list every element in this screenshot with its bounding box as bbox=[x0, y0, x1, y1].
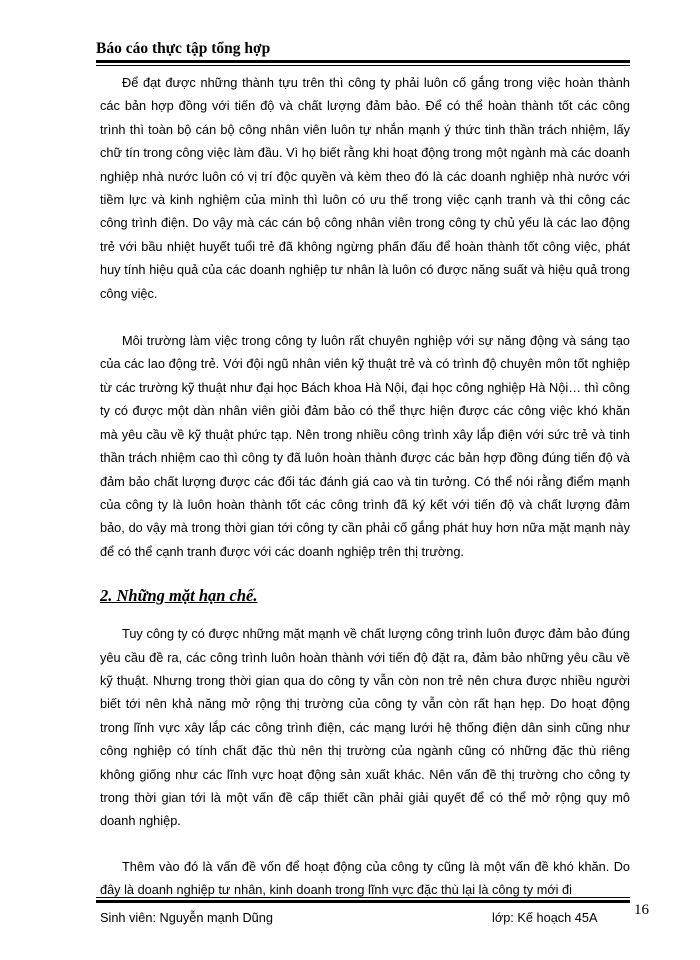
body-paragraph: Môi trường làm việc trong công ty luôn rất chuyên nghiệp với sự năng động và sáng tạo của các lao động trẻ. Với đội ngũ nhân viên kỹ thuật trẻ và có trình độ chuyên môn tốt nghiệp từ các trường kỹ thuật như đại học Bách khoa Hà Nội, đại học công nghiệp Hà Nội… thì công ty có được một dàn nhân viên giỏi đảm bảo có thể thực hiện được các công việc khó khăn mà yêu cầu về kỹ thuật phức tạp. Nên trong nhiều công trình xây lắp điện với sức trẻ và tinh thần trách nhiệm cao thì công ty đã luôn hoàn thành được các bản hợp đồng đúng tiến độ và đảm bảo chất lượng được các đối tác đánh giá cao và tin tưởng. Có thể nói rằng điểm mạnh của công ty là luôn hoàn thành tốt các công trình đã ký kết với tiến độ và chất lượng đảm bảo, do vậy mà trong thời gian tới công ty cần phải cố gắng phát huy hơn nữa mặt mạnh này để có thể cạnh tranh được với các doanh nghiệp trên thị trường. bbox=[100, 333, 630, 559]
header-rule-thin bbox=[96, 65, 630, 66]
page-number: 16 bbox=[634, 902, 649, 918]
body-paragraph: Tuy công ty có được những mặt mạnh về chất lượng công trình luôn được đảm bảo đúng yêu cầu đề ra, các công trình luôn hoàn thành với tiến độ đặt ra, đảm bảo những yêu cầu về kỹ thuật. Nhưng trong thời gian qua do công ty vẫn còn non trẻ nên chưa được nhiều người biết tới nên khả năng mở rộng thị trường của công ty vẫn còn rất hạn hẹp. Do hoạt động trong lĩnh vực xây lắp các công trình điện, các mạng lưới hệ thống điện dân sinh cũng như công nghiệp có tính chất đặc thù nên thị trường của ngành cũng có những đặc thù riêng không giống như các lĩnh vực hoạt động sản xuất khác. Nên vấn đề thị trường cho công ty trong thời gian tới là một vấn đề cấp thiết cần phải giải quyết để có thể mở rộng quy mô doanh nghiệp. bbox=[100, 626, 630, 829]
header-rule-thick bbox=[96, 60, 630, 63]
body-paragraph: Để đạt được những thành tựu trên thì công ty phải luôn cố gắng trong việc hoàn thành các bản hợp đồng với tiến độ và chất lượng đảm bảo. Để có thể hoàn thành tốt các công trình thì toàn bộ cán bộ công nhân viên luôn tự nhắn mạnh ý thức tinh thần trách nhiệm, lấy chữ tín trong công việc làm đầu. Vì họ biết rằng khi hoạt động trong một ngành mà các doanh nghiệp nhà nước luôn có vị trí độc quyền và kèm theo đó là các doanh nghiệp nhà nước với tiềm lực và kinh nghiệm của mình thì luôn có ưu thế trong việc cạnh tranh và thi công các công trình điện. Do vậy mà các cán bộ công nhân viên trong công ty chủ yếu là các lao động trẻ với bầu nhiệt huyết tuổi trẻ đã không ngừng phấn đấu để hoàn thành tốt công việc, phát huy tính hiệu quả của các doanh nghiệp tư nhân là luôn có được năng suất và hiệu quả trong công việc. bbox=[100, 75, 630, 301]
section-heading: 2. Những mặt hạn chế. bbox=[100, 586, 258, 606]
body-paragraph: Thêm vào đó là vấn đề vốn để hoạt động của công ty cũng là một vấn đề khó khăn. Do đây là doanh nghiệp tư nhân, kinh doanh trong lĩnh vực đặc thù lại là công ty mới đi bbox=[100, 858, 630, 898]
footer-class: lớp: Kế hoạch 45A bbox=[492, 910, 598, 925]
footer-rule-thick bbox=[96, 900, 630, 903]
footer-rule-thin bbox=[96, 897, 630, 898]
report-title: Báo cáo thực tập tổng hợp bbox=[96, 40, 271, 57]
document-body bbox=[100, 71, 630, 902]
footer-student-name: Sinh viên: Nguyễn mạnh Dũng bbox=[100, 910, 273, 925]
page-header bbox=[96, 40, 630, 58]
